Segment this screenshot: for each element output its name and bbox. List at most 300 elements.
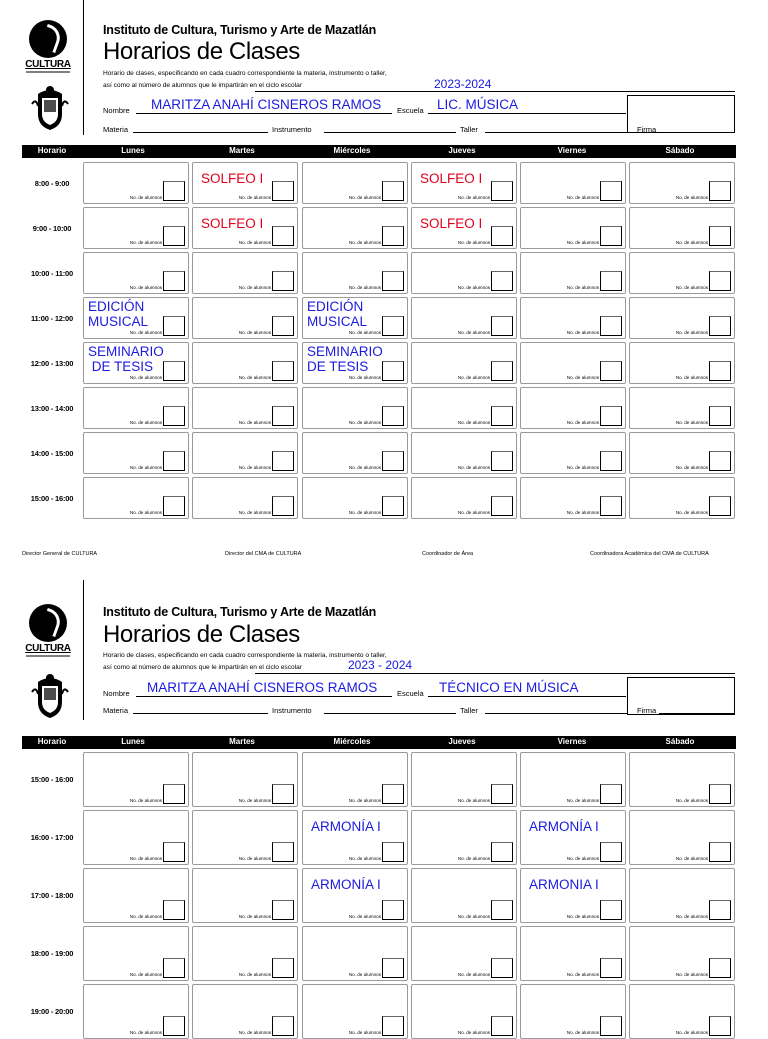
taller-label: Taller: [460, 706, 478, 715]
student-count-box[interactable]: [163, 1016, 185, 1036]
student-count-box[interactable]: [491, 958, 513, 978]
schedule-cell-miercoles[interactable]: [302, 810, 408, 865]
student-count-label: No. de alumnos: [129, 510, 162, 515]
student-count-box[interactable]: [600, 406, 622, 426]
student-count-box[interactable]: [600, 958, 622, 978]
student-count-box[interactable]: [709, 361, 731, 381]
student-count-label: No. de alumnos: [238, 420, 271, 425]
schedule-cell-miercoles[interactable]: [302, 297, 408, 339]
schedule-cell-viernes[interactable]: [520, 162, 626, 204]
student-count-label: No. de alumnos: [348, 798, 381, 803]
student-count-label: No. de alumnos: [238, 195, 271, 200]
student-count-box[interactable]: [600, 496, 622, 516]
schedule-cell-miercoles[interactable]: [302, 252, 408, 294]
student-count-box[interactable]: [382, 361, 404, 381]
student-count-box[interactable]: [382, 900, 404, 920]
student-count-label: No. de alumnos: [238, 240, 271, 245]
cycle-field-line: [255, 80, 735, 92]
schedule-cell-miercoles[interactable]: [302, 984, 408, 1039]
student-count-box[interactable]: [272, 181, 294, 201]
student-count-label: No. de alumnos: [457, 330, 490, 335]
student-count-box[interactable]: [491, 784, 513, 804]
schedule-cell-martes[interactable]: [192, 984, 298, 1039]
schedule-cell-jueves[interactable]: [411, 984, 517, 1039]
student-count-label: No. de alumnos: [129, 195, 162, 200]
student-count-label: No. de alumnos: [457, 798, 490, 803]
cycle-field-line: [255, 662, 735, 674]
student-count-label: No. de alumnos: [675, 972, 708, 977]
student-count-label: No. de alumnos: [348, 420, 381, 425]
schedule-cell-viernes[interactable]: [520, 868, 626, 923]
schedule-cell-martes[interactable]: [192, 752, 298, 807]
schedule-cell-martes[interactable]: [192, 342, 298, 384]
schedule-cell-martes[interactable]: [192, 477, 298, 519]
schedule-cell-miercoles[interactable]: [302, 342, 408, 384]
time-slot-label: 13:00 - 14:00: [30, 403, 74, 413]
nombre-label: Nombre: [103, 689, 130, 698]
student-count-box[interactable]: [272, 316, 294, 336]
col-viernes: Viernes: [557, 737, 587, 746]
student-count-label: No. de alumnos: [238, 914, 271, 919]
schedule-cell-jueves[interactable]: [411, 432, 517, 474]
student-count-label: No. de alumnos: [129, 1030, 162, 1035]
schedule-row: [22, 162, 736, 204]
student-count-box[interactable]: [709, 842, 731, 862]
student-count-box[interactable]: [491, 226, 513, 246]
subject-entry: SOLFEO I: [201, 216, 264, 231]
schedule-row: [22, 342, 736, 384]
schedule-cell-jueves[interactable]: [411, 868, 517, 923]
student-count-box[interactable]: [163, 181, 185, 201]
student-count-label: No. de alumnos: [129, 798, 162, 803]
student-count-box[interactable]: [709, 451, 731, 471]
institute-name: Instituto de Cultura, Turismo y Arte de Mazatlán: [103, 23, 377, 37]
escuela-label: Escuela: [397, 106, 424, 115]
subject-entry: SEMINARIO DE TESIS: [88, 344, 164, 374]
student-count-label: No. de alumnos: [675, 856, 708, 861]
schedule-cell-viernes[interactable]: [520, 984, 626, 1039]
student-count-box[interactable]: [272, 842, 294, 862]
student-count-label: No. de alumnos: [675, 330, 708, 335]
student-count-box[interactable]: [709, 496, 731, 516]
header-divider: [83, 0, 84, 135]
schedule-cell-lunes[interactable]: [83, 207, 189, 249]
student-count-box[interactable]: [163, 226, 185, 246]
taller-label: Taller: [460, 125, 478, 134]
nombre-field[interactable]: MARITZA ANAHÍ CISNEROS RAMOS: [147, 680, 378, 695]
student-count-box[interactable]: [163, 406, 185, 426]
schedule-cell-jueves[interactable]: [411, 387, 517, 429]
schedule-cell-viernes[interactable]: [520, 752, 626, 807]
student-count-label: No. de alumnos: [675, 1030, 708, 1035]
student-count-label: No. de alumnos: [675, 420, 708, 425]
col-jueves: Jueves: [448, 737, 476, 746]
nombre-field[interactable]: MARITZA ANAHÍ CISNEROS RAMOS: [151, 97, 382, 112]
materia-label: Materia: [103, 125, 129, 134]
student-count-label: No. de alumnos: [457, 420, 490, 425]
student-count-box[interactable]: [600, 316, 622, 336]
student-count-box[interactable]: [382, 316, 404, 336]
schedule-row: [22, 810, 736, 865]
student-count-label: No. de alumnos: [348, 465, 381, 470]
student-count-label: No. de alumnos: [238, 856, 271, 861]
student-count-box[interactable]: [491, 900, 513, 920]
student-count-label: No. de alumnos: [566, 798, 599, 803]
schedule-cell-lunes[interactable]: [83, 387, 189, 429]
student-count-box[interactable]: [600, 361, 622, 381]
schedule-cell-viernes[interactable]: [520, 297, 626, 339]
schedule-cell-lunes[interactable]: [83, 926, 189, 981]
schedule-cell-sabado[interactable]: [629, 868, 735, 923]
student-count-label: No. de alumnos: [348, 1030, 381, 1035]
taller-field[interactable]: [485, 123, 627, 133]
schedule-cell-sabado[interactable]: [629, 387, 735, 429]
student-count-label: No. de alumnos: [675, 285, 708, 290]
time-slot-label: 15:00 - 16:00: [30, 493, 74, 503]
schedule-cell-viernes[interactable]: [520, 252, 626, 294]
cultura-logo: CULTURA: [22, 604, 74, 657]
schedule-row: [22, 926, 736, 981]
student-count-box[interactable]: [491, 271, 513, 291]
schedule-cell-sabado[interactable]: [629, 162, 735, 204]
schedule-cell-lunes[interactable]: [83, 252, 189, 294]
student-count-box[interactable]: [382, 842, 404, 862]
schedule-cell-sabado[interactable]: [629, 432, 735, 474]
student-count-label: No. de alumnos: [566, 510, 599, 515]
schedule-cell-viernes[interactable]: [520, 342, 626, 384]
student-count-box[interactable]: [491, 842, 513, 862]
schedule-cell-viernes[interactable]: [520, 477, 626, 519]
student-count-label: No. de alumnos: [566, 972, 599, 977]
schedule-cell-sabado[interactable]: [629, 984, 735, 1039]
schedule-cell-sabado[interactable]: [629, 297, 735, 339]
time-slot-label: 17:00 - 18:00: [30, 891, 74, 900]
student-count-label: No. de alumnos: [566, 420, 599, 425]
student-count-box[interactable]: [600, 271, 622, 291]
schedule-cell-lunes[interactable]: [83, 297, 189, 339]
student-count-box[interactable]: [382, 406, 404, 426]
instrumento-field[interactable]: [324, 123, 456, 133]
time-slot-label: 18:00 - 19:00: [30, 949, 74, 958]
schedule-cell-martes[interactable]: [192, 387, 298, 429]
col-horario: Horario: [37, 737, 67, 746]
schedule-cell-jueves[interactable]: [411, 342, 517, 384]
schedule-cell-martes[interactable]: [192, 868, 298, 923]
student-count-label: No. de alumnos: [457, 972, 490, 977]
student-count-label: No. de alumnos: [566, 375, 599, 380]
student-count-box[interactable]: [382, 958, 404, 978]
student-count-label: No. de alumnos: [238, 465, 271, 470]
student-count-box[interactable]: [163, 900, 185, 920]
page-title: Horarios de Clases: [103, 621, 300, 648]
escuela-field[interactable]: TÉCNICO EN MÚSICA: [439, 680, 579, 695]
schedule-cell-sabado[interactable]: [629, 342, 735, 384]
schedule-row: [22, 752, 736, 807]
schedule-cell-miercoles[interactable]: [302, 926, 408, 981]
student-count-box[interactable]: [272, 271, 294, 291]
student-count-label: No. de alumnos: [238, 375, 271, 380]
schedule-cell-sabado[interactable]: [629, 252, 735, 294]
schedule-cell-miercoles[interactable]: [302, 868, 408, 923]
col-miercoles: Miércoles: [333, 146, 371, 155]
materia-field[interactable]: [133, 704, 268, 714]
student-count-label: No. de alumnos: [348, 510, 381, 515]
student-count-label: No. de alumnos: [566, 856, 599, 861]
student-count-box[interactable]: [163, 496, 185, 516]
student-count-box[interactable]: [709, 900, 731, 920]
student-count-box[interactable]: [491, 406, 513, 426]
col-lunes: Lunes: [121, 146, 145, 155]
schedule-cell-martes[interactable]: [192, 810, 298, 865]
col-miercoles: Miércoles: [333, 737, 371, 746]
student-count-box[interactable]: [709, 1016, 731, 1036]
time-slot-label: 19:00 - 20:00: [30, 1007, 74, 1016]
student-count-box[interactable]: [163, 451, 185, 471]
schedule-header: [22, 736, 736, 749]
student-count-label: No. de alumnos: [457, 285, 490, 290]
subject-entry: EDICIÓN MUSICAL: [307, 299, 368, 329]
student-count-box[interactable]: [272, 900, 294, 920]
student-count-box[interactable]: [491, 1016, 513, 1036]
student-count-box[interactable]: [382, 451, 404, 471]
student-count-box[interactable]: [272, 1016, 294, 1036]
instrumento-field[interactable]: [324, 704, 456, 714]
student-count-label: No. de alumnos: [348, 285, 381, 290]
schedule-row: [22, 868, 736, 923]
time-slot-label: 14:00 - 15:00: [30, 448, 74, 458]
student-count-box[interactable]: [709, 784, 731, 804]
schedule-row: [22, 207, 736, 249]
signature-box[interactable]: [627, 677, 735, 715]
student-count-box[interactable]: [163, 316, 185, 336]
time-slot-label: 16:00 - 17:00: [30, 833, 74, 842]
schedule-cell-lunes[interactable]: [83, 810, 189, 865]
signature-box[interactable]: [627, 95, 735, 133]
student-count-label: No. de alumnos: [675, 195, 708, 200]
schedule-cell-lunes[interactable]: [83, 752, 189, 807]
student-count-label: No. de alumnos: [457, 195, 490, 200]
col-sabado: Sábado: [665, 737, 695, 746]
schedule-cell-sabado[interactable]: [629, 810, 735, 865]
schedule-cell-sabado[interactable]: [629, 477, 735, 519]
schedule-form-2: [0, 580, 768, 1035]
col-lunes: Lunes: [121, 737, 145, 746]
schedule-cell-lunes[interactable]: [83, 432, 189, 474]
header-divider: [83, 580, 84, 720]
student-count-box[interactable]: [709, 406, 731, 426]
student-count-box[interactable]: [272, 406, 294, 426]
schedule-cell-viernes[interactable]: [520, 207, 626, 249]
student-count-label: No. de alumnos: [348, 914, 381, 919]
schedule-cell-lunes[interactable]: [83, 868, 189, 923]
schedule-cell-lunes[interactable]: [83, 162, 189, 204]
student-count-label: No. de alumnos: [238, 510, 271, 515]
student-count-box[interactable]: [491, 451, 513, 471]
student-count-box[interactable]: [600, 226, 622, 246]
student-count-label: No. de alumnos: [129, 856, 162, 861]
student-count-label: No. de alumnos: [238, 1030, 271, 1035]
schedule-cell-miercoles[interactable]: [302, 387, 408, 429]
time-slot-label: 8:00 - 9:00: [34, 178, 70, 188]
escuela-field[interactable]: LIC. MÚSICA: [437, 97, 519, 112]
student-count-box[interactable]: [600, 451, 622, 471]
schedule-cell-miercoles[interactable]: [302, 432, 408, 474]
student-count-box[interactable]: [382, 496, 404, 516]
cycle-value[interactable]: 2023 - 2024: [348, 658, 413, 672]
student-count-box[interactable]: [709, 226, 731, 246]
schedule-cell-martes[interactable]: [192, 432, 298, 474]
schedule-cell-lunes[interactable]: [83, 477, 189, 519]
schedule-cell-viernes[interactable]: [520, 810, 626, 865]
student-count-label: No. de alumnos: [566, 914, 599, 919]
schedule-cell-lunes[interactable]: [83, 342, 189, 384]
schedule-row: [22, 387, 736, 429]
student-count-label: No. de alumnos: [129, 914, 162, 919]
student-count-label: No. de alumnos: [675, 240, 708, 245]
student-count-box[interactable]: [491, 496, 513, 516]
student-count-label: No. de alumnos: [129, 375, 162, 380]
student-count-label: No. de alumnos: [566, 1030, 599, 1035]
schedule-cell-sabado[interactable]: [629, 752, 735, 807]
schedule-cell-martes[interactable]: [192, 926, 298, 981]
schedule-cell-martes[interactable]: [192, 297, 298, 339]
taller-field[interactable]: [485, 704, 627, 714]
student-count-label: No. de alumnos: [129, 285, 162, 290]
student-count-box[interactable]: [272, 226, 294, 246]
time-slot-label: 12:00 - 13:00: [30, 358, 74, 368]
student-count-label: No. de alumnos: [675, 798, 708, 803]
student-count-box[interactable]: [272, 958, 294, 978]
student-count-box[interactable]: [382, 226, 404, 246]
nombre-label: Nombre: [103, 106, 130, 115]
student-count-box[interactable]: [600, 900, 622, 920]
time-slot-label: 10:00 - 11:00: [30, 268, 73, 278]
cycle-value[interactable]: 2023-2024: [434, 77, 492, 91]
schedule-cell-miercoles[interactable]: [302, 752, 408, 807]
student-count-box[interactable]: [382, 784, 404, 804]
student-count-label: No. de alumnos: [457, 510, 490, 515]
schedule-cell-jueves[interactable]: [411, 207, 517, 249]
student-count-box[interactable]: [600, 784, 622, 804]
escuela-label: Escuela: [397, 689, 424, 698]
student-count-label: No. de alumnos: [457, 914, 490, 919]
student-count-label: No. de alumnos: [457, 856, 490, 861]
student-count-box[interactable]: [163, 842, 185, 862]
coat-of-arms-icon: [30, 84, 70, 132]
subject-entry: ARMONIA I: [529, 877, 599, 892]
student-count-label: No. de alumnos: [129, 420, 162, 425]
schedule-cell-martes[interactable]: [192, 162, 298, 204]
student-count-box[interactable]: [600, 842, 622, 862]
schedule-cell-jueves[interactable]: [411, 752, 517, 807]
schedule-cell-sabado[interactable]: [629, 207, 735, 249]
student-count-box[interactable]: [272, 451, 294, 471]
student-count-box[interactable]: [272, 784, 294, 804]
schedule-header: [22, 145, 736, 158]
student-count-label: No. de alumnos: [457, 375, 490, 380]
student-count-label: No. de alumnos: [457, 240, 490, 245]
student-count-box[interactable]: [382, 271, 404, 291]
student-count-box[interactable]: [600, 181, 622, 201]
materia-field[interactable]: [133, 123, 268, 133]
schedule-cell-martes[interactable]: [192, 252, 298, 294]
time-slot-label: 11:00 - 12:00: [30, 313, 73, 323]
schedule-row: [22, 252, 736, 294]
schedule-form-1: CULTURA Instituto de Cultura, Turismo y Arte de Mazatlán Horarios de Clases Horario de clases, especificando en cada cuadro correspondiente la materia, instrumento o taller, así como al número de alumnos que le impartirán en el ciclo escolar 2023-2024 Nombre MARITZA ANAHÍ CISNEROS RAMOS Escuela LIC. MÚSICA Materia Instrumento Taller Firma Horario Lunes Martes Miércoles Jueves Viernes Sábado 8:00 - 9:00 No. de alumnos SOLFEO I No. de alumnos No. de alumnos SOLFEO I No. de alumnos No. de alumnos No. de alumnos 9:00 - 10:00 No. de alumnos SOLFEO I No. de alumnos No. de alumnos SOLFEO I No. de alumnos No. de alumnos No. de alumnos 10:00 - 11:00 No. de alumnos No. de alumnos No. de alumnos No. de alumnos No. de alumnos No. de alumnos 11:00 - 12:00 EDICIÓN MUSICAL No. de alumnos No. de alumnos EDICIÓN MUSICAL No. de alumnos No. de alumnos No. de alumnos No. de alumnos 12:00 - 13:00 SEMINARIO DE TESIS No. de alumnos No. de alumnos SEMINARIO DE TESIS No. de alumnos No. de alumnos No. de alumnos No. de alumnos 13:00 - 14:00 No. de alumnos No. de alumnos No. de alumnos No. de alumnos No. de alumnos No. de alumnos 14:00 - 15:00 No. de alumnos No. de alumnos No. de alumnos No. de alumnos No. de alumnos No. de alumnos 15:00 - 16:00 No. de alumnos No. de alumnos No. de alumnos No. de alumnos No. de alumnos No. de alumnos Director General de CULTURA Director del CMA de CULTURA Coordinador de Área Coordinadora Académica del CMA de CULTURA: [0, 0, 768, 580]
firma-label: Firma: [637, 706, 657, 715]
student-count-box[interactable]: [491, 316, 513, 336]
col-martes: Martes: [229, 737, 255, 746]
student-count-label: No. de alumnos: [566, 195, 599, 200]
schedule-row: [22, 477, 736, 519]
schedule-cell-viernes[interactable]: [520, 387, 626, 429]
schedule-cell-miercoles[interactable]: [302, 477, 408, 519]
student-count-box[interactable]: [491, 181, 513, 201]
student-count-label: No. de alumnos: [129, 465, 162, 470]
student-count-label: No. de alumnos: [238, 798, 271, 803]
student-count-label: No. de alumnos: [675, 914, 708, 919]
subject-entry: ARMONÍA I: [311, 877, 381, 892]
schedule-cell-sabado[interactable]: [629, 926, 735, 981]
student-count-box[interactable]: [382, 181, 404, 201]
student-count-box[interactable]: [709, 271, 731, 291]
student-count-box[interactable]: [709, 181, 731, 201]
schedule-cell-lunes[interactable]: [83, 984, 189, 1039]
student-count-box[interactable]: [491, 361, 513, 381]
student-count-box[interactable]: [272, 361, 294, 381]
time-slot-label: 15:00 - 16:00: [30, 775, 74, 784]
schedule-cell-jueves[interactable]: [411, 162, 517, 204]
col-horario: Horario: [37, 146, 67, 155]
student-count-label: No. de alumnos: [566, 330, 599, 335]
student-count-label: No. de alumnos: [348, 330, 381, 335]
schedule-cell-viernes[interactable]: [520, 926, 626, 981]
schedule-cell-jueves[interactable]: [411, 252, 517, 294]
student-count-box[interactable]: [600, 1016, 622, 1036]
student-count-label: No. de alumnos: [348, 195, 381, 200]
institute-name: Instituto de Cultura, Turismo y Arte de Mazatlán: [103, 605, 377, 619]
instrumento-label: Instrumento: [272, 706, 312, 715]
student-count-label: No. de alumnos: [238, 285, 271, 290]
student-count-box[interactable]: [709, 958, 731, 978]
student-count-box[interactable]: [709, 316, 731, 336]
student-count-label: No. de alumnos: [348, 972, 381, 977]
schedule-cell-jueves[interactable]: [411, 297, 517, 339]
schedule-cell-jueves[interactable]: [411, 477, 517, 519]
student-count-label: No. de alumnos: [566, 240, 599, 245]
student-count-label: No. de alumnos: [348, 856, 381, 861]
schedule-cell-jueves[interactable]: [411, 810, 517, 865]
student-count-box[interactable]: [163, 784, 185, 804]
subject-entry: SOLFEO I: [420, 171, 483, 186]
form-description: Horario de clases, especificando en cada cuadro correspondiente la materia, instrumento o taller, así como al número de alumnos que le impartirán en el ciclo escolar: [103, 652, 387, 671]
schedule-row: [22, 984, 736, 1039]
schedule-cell-miercoles[interactable]: [302, 207, 408, 249]
student-count-box[interactable]: [163, 958, 185, 978]
student-count-box[interactable]: [163, 361, 185, 381]
subject-entry: EDICIÓN MUSICAL: [88, 299, 149, 329]
schedule-cell-viernes[interactable]: [520, 432, 626, 474]
time-slot-label: 9:00 - 10:00: [32, 223, 72, 233]
coat-of-arms-icon: [30, 672, 70, 720]
schedule-cell-martes[interactable]: [192, 207, 298, 249]
student-count-label: No. de alumnos: [675, 465, 708, 470]
student-count-box[interactable]: [163, 271, 185, 291]
student-count-box[interactable]: [382, 1016, 404, 1036]
student-count-box[interactable]: [272, 496, 294, 516]
schedule-cell-jueves[interactable]: [411, 926, 517, 981]
schedule-cell-miercoles[interactable]: [302, 162, 408, 204]
